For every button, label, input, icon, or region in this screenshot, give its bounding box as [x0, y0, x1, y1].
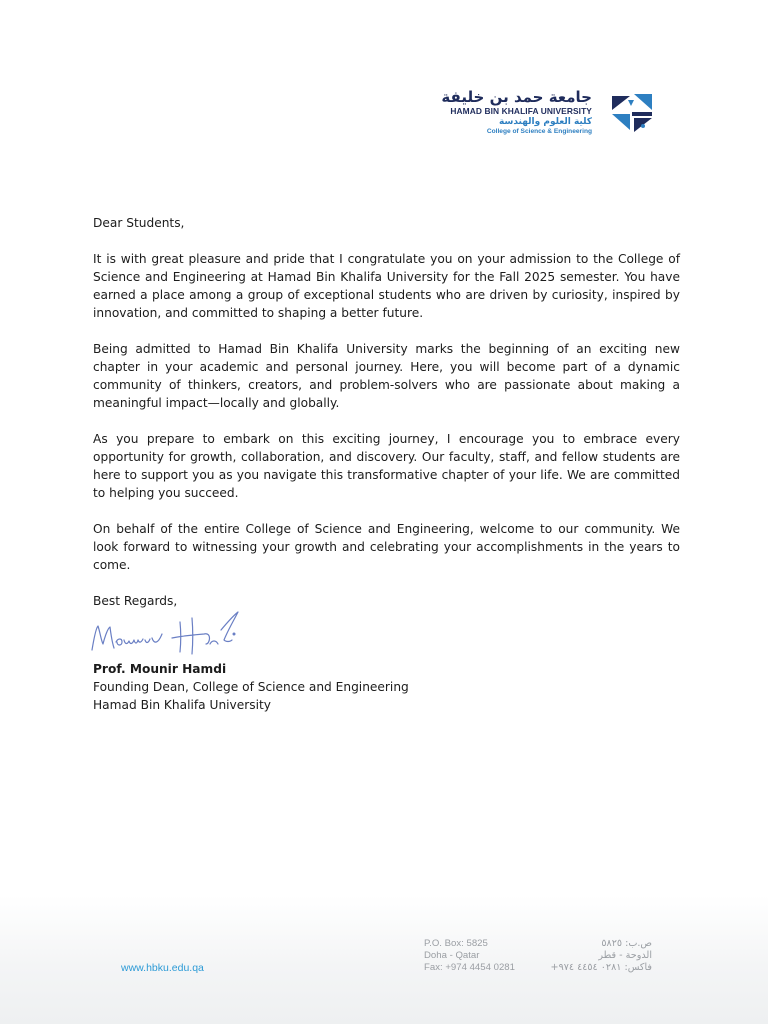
closing: Best Regards,	[93, 594, 178, 608]
logo-english-college: College of Science & Engineering	[486, 128, 592, 135]
signer-title: Founding Dean, College of Science and Engineering	[93, 680, 409, 694]
paragraph-3: As you prepare to embark on this exciting journey, I encourage you to embrace every opportunity for growth, collaboration, and discovery. Our faculty, staff, and fellow students are here to support you as you navigate this transformative chapter of your life. We are committed to helping you succeed.	[93, 432, 680, 500]
footer-contact-arabic	[540, 938, 652, 974]
signer-name: Prof. Mounir Hamdi	[93, 662, 227, 676]
paragraph-2: Being admitted to Hamad Bin Khalifa University marks the beginning of an exciting new chapter in your academic and personal journey. Here, you will become part of a dynamic community of thinkers, creators, and problem-solvers who are passionate about making a meaningful impact—locally and globally.	[93, 342, 680, 410]
footer-band	[0, 895, 768, 1024]
footer-fax-en: Fax: +974 4454 0281	[424, 962, 515, 973]
footer-po-box-en: P.O. Box: 5825	[424, 938, 488, 949]
logo-arabic-college: كلية العلوم والهندسة	[499, 117, 592, 127]
logo-arabic-university: جامعة حمد بن خليفة	[441, 88, 592, 106]
logo-english-university: HAMAD BIN KHALIFA UNIVERSITY	[450, 106, 592, 116]
hbku-logo	[436, 90, 652, 138]
hbku-logo-mark-icon	[612, 92, 652, 134]
paragraph-4: On behalf of the entire College of Science and Engineering, welcome to our community. We look forward to witnessing your growth and celebrating your accomplishments in the years to come.	[93, 522, 680, 572]
salutation: Dear Students,	[93, 216, 185, 230]
letter-body	[93, 214, 680, 610]
paragraph-1: It is with great pleasure and pride that I congratulate you on your admission to the College of Science and Engineering at Hamad Bin Khalifa University for the Fall 2025 semester. You have earned a place among a group of exceptional students who are driven by curiosity, inspired by innovation, and committed to shaping a better future.	[93, 252, 680, 320]
footer-city-ar: الدوحة - قطر	[598, 950, 652, 961]
footer-website-link[interactable]: www.hbku.edu.qa	[121, 962, 204, 974]
signer-institution: Hamad Bin Khalifa University	[93, 698, 271, 712]
footer-city-en: Doha - Qatar	[424, 950, 480, 961]
footer-fax-ar: فاكس: ٠٢٨١ ٤٤٥٤ ٩٧٤+	[550, 962, 652, 973]
footer-po-box-ar: ص.ب: ٥٨٢٥	[601, 938, 652, 949]
logo-text-block	[441, 90, 592, 136]
signature-block	[93, 660, 593, 714]
handwritten-signature	[88, 610, 244, 658]
footer-contact-english	[424, 938, 515, 974]
